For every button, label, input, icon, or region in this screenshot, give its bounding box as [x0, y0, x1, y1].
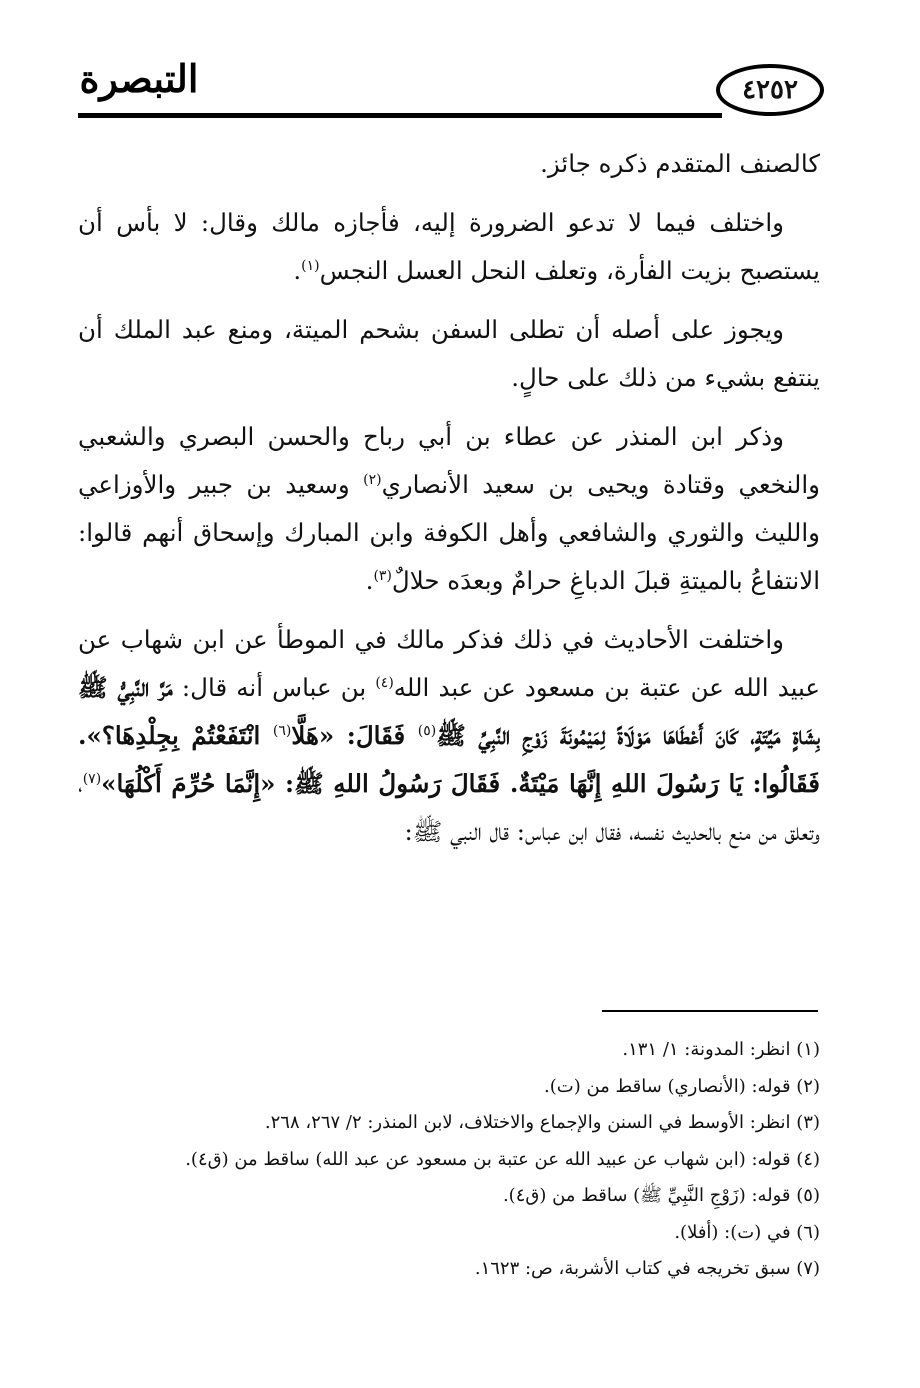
footnote-7: (٧) سبق تخريجه في كتاب الأشربة، ص: ١٦٢٣.	[474, 1258, 820, 1279]
footnote-2: (٢) قوله: (الأنصاري) ساقط من (ت).	[544, 1075, 820, 1097]
hadith-text-1: مَرَّ النَّبِيُّ ﷺ بِشَاةٍ مَيِّتَةٍ، كَانَ أَعْطَاهَا مَوْلَاةً لِمَيْمُونَةَ زَوْجِ النَّبِيِّ ﷺ	[78, 673, 820, 750]
footnote-ref-6[interactable]: (٦)	[272, 722, 292, 739]
paragraph-2-end: .	[293, 256, 302, 285]
footnote-ref-7[interactable]: (٧)	[82, 770, 102, 787]
footnote-5: (٥) قوله: (زَوْجِ النَّبِيِّ ﷺ) ساقط من (ق٤).	[502, 1185, 820, 1206]
paragraph-5	[78, 616, 820, 856]
paragraph-4-text-a: وذكر ابن المنذر عن عطاء بن أبي رباح والحسن البصري والشعبي والنخعي وقتادة ويحيى بن سعيد الأنصاري	[78, 422, 820, 499]
footnote-3: (٣) انظر: الأوسط في السنن والإجماع والاختلاف، لابن المنذر: ٢/ ٢٦٧، ٢٦٨.	[264, 1112, 820, 1133]
paragraph-4-end: .	[365, 566, 374, 595]
paragraph-5-end: ، وتعلق من منع بالحديث نفسه، فقال ابن عباس: قال النبي ﷺ:	[78, 769, 820, 846]
footnote-1: (١) انظر: المدونة: ١/ ١٣١.	[622, 1039, 820, 1060]
header-rule	[78, 113, 722, 118]
paragraph-5-text-a: واختلفت الأحاديث في ذلك فذكر مالك في الموطأ عن ابن شهاب عن عبيد الله عن عتبة بن مسعود عن عبد الله	[78, 625, 820, 702]
footnote-ref-2[interactable]: (٢)	[363, 471, 382, 488]
book-title: التبصرة	[79, 56, 199, 101]
page-number-badge	[716, 64, 824, 116]
paragraph-1	[78, 140, 820, 188]
footnote-separator	[602, 1010, 818, 1012]
footnotes	[120, 1032, 820, 1332]
footnote-4: (٤) قوله: (ابن شهاب عن عبيد الله عن عتبة بن مسعود عن عبد الله) ساقط من (ق٤).	[185, 1148, 820, 1170]
paragraph-2	[78, 199, 820, 295]
paragraph-1-text: كالصنف المتقدم ذكره جائز.	[540, 149, 820, 178]
paragraph-4-text-b: وسعيد بن جبير والأوزاعي والليث والثوري والشافعي وأهل الكوفة وابن المبارك وإسحاق أنهم قالوا: الانتفاعُ بالميتةِ قبلَ الدباغِ حرامٌ وبعدَه حلالٌ	[78, 470, 820, 595]
footnote-ref-4[interactable]: (٤)	[375, 674, 394, 691]
footnote-ref-3[interactable]: (٣)	[373, 567, 392, 584]
main-text	[78, 140, 820, 1000]
paragraph-4	[78, 413, 820, 605]
paragraph-3	[78, 306, 820, 402]
paragraph-3-text: ويجوز على أصله أن تطلى السفن بشحم الميتة، ومنع عبد الملك أن ينتفع بشيء من ذلك على حالٍ.	[78, 315, 820, 392]
page-number: ٤٢٥٢	[742, 75, 798, 105]
paragraph-5-text-b: بن عباس أنه قال:	[172, 673, 376, 702]
hadith-text-3: انْتَفَعْتُمْ بِجِلْدِهَا؟». فَقَالُوا: يَا رَسُولَ اللهِ إِنَّهَا مَيْتَةٌ. فَقَالَ رَسُولُ اللهِ ﷺ: «إِنَّمَا حُرِّمَ أَكْلُهَا»	[78, 721, 820, 798]
footnote-ref-5[interactable]: (٥)	[417, 722, 437, 739]
paragraph-2-text: واختلف فيما لا تدعو الضرورة إليه، فأجازه مالك وقال: لا بأس أن يستصبح بزيت الفأرة، وتعلف النحل العسل النجس	[78, 208, 820, 285]
hadith-text-2: فَقَالَ: «هَلَّا	[291, 721, 418, 750]
footnote-6: (٦) في (ت): (أفلا).	[674, 1221, 820, 1243]
footnote-ref-1[interactable]: (١)	[301, 257, 320, 274]
